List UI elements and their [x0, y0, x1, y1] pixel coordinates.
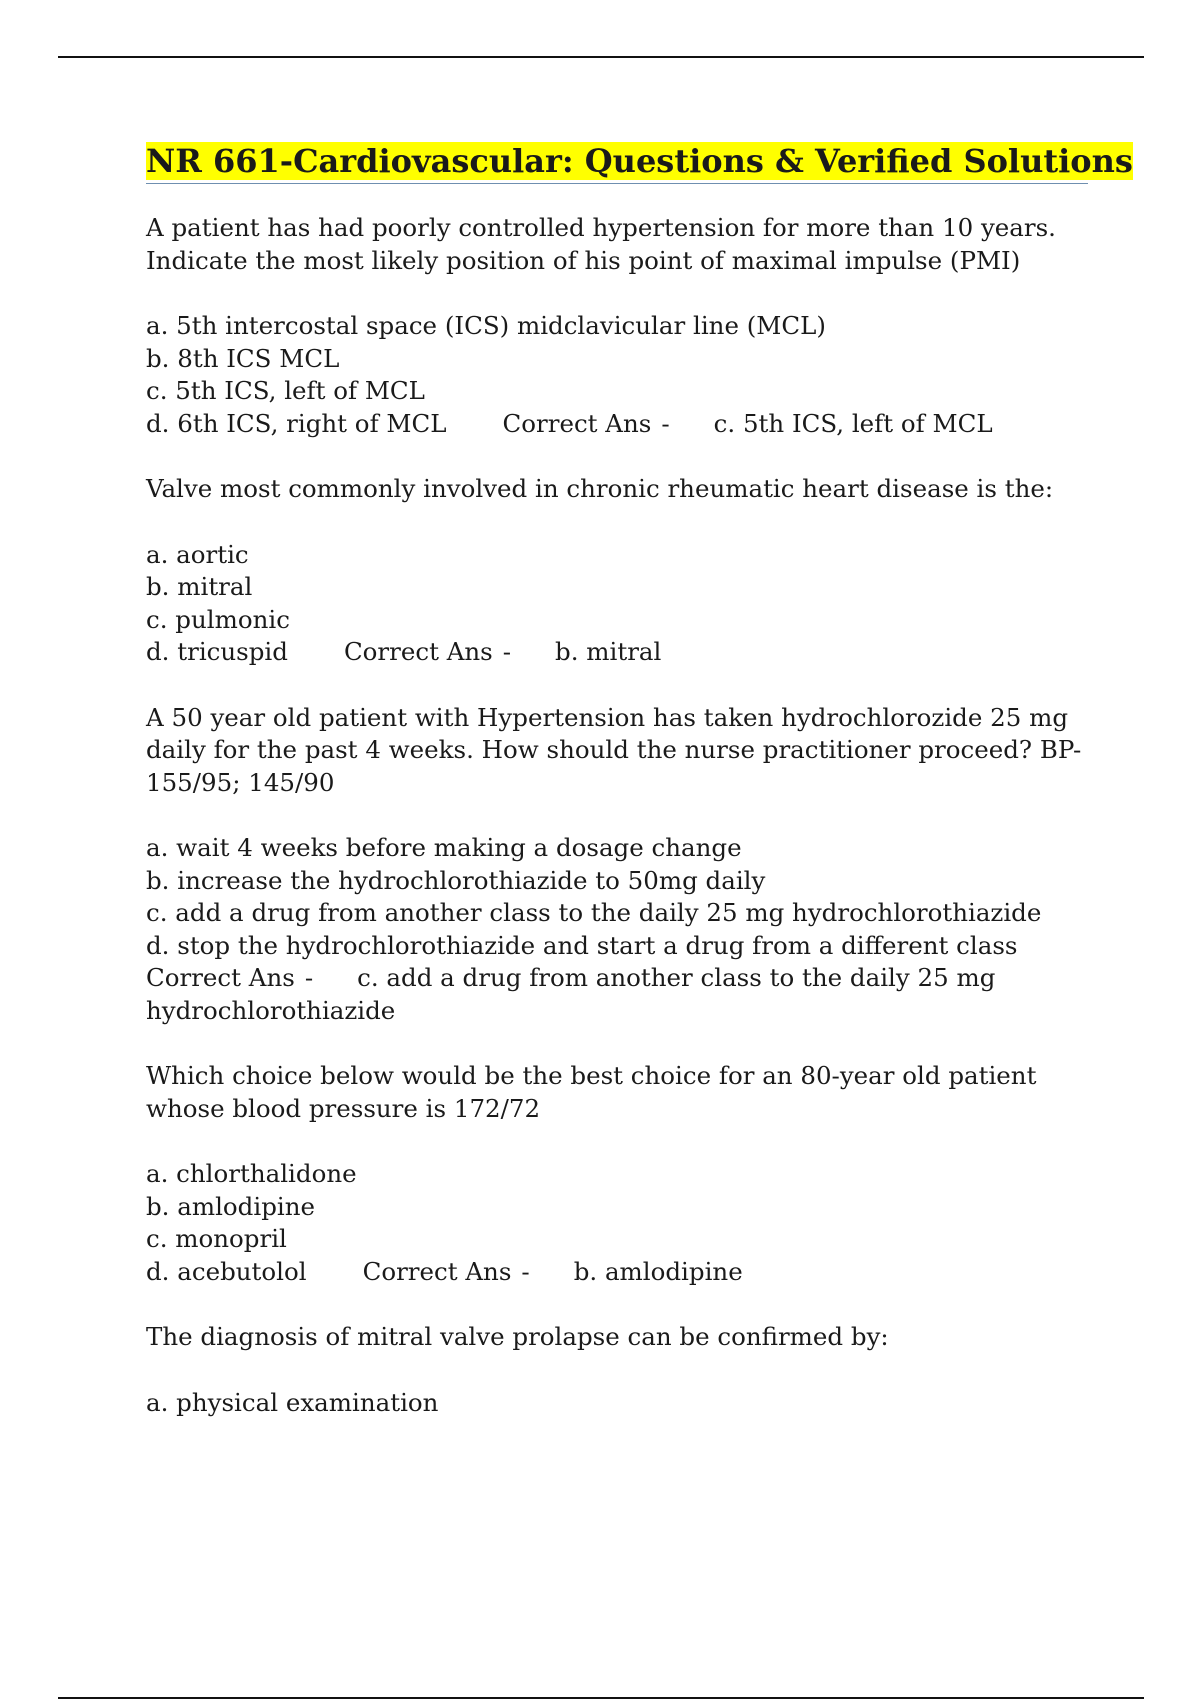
question-text: Valve most commonly involved in chronic rheumatic heart disease is the: — [146, 474, 1054, 503]
answer-option: c. monopril — [146, 1224, 287, 1253]
answer-option: c. add a drug from another class to the daily 25 mg hydrochlorothiazide — [146, 898, 1042, 927]
answer-option: d. tricuspid — [146, 637, 288, 666]
correct-answer: c. 5th ICS, left of MCL — [713, 408, 993, 438]
top-rule — [58, 56, 1144, 58]
correct-answer-label: Correct Ans — [362, 1256, 512, 1286]
question-text: A 50 year old patient with Hypertension has taken hydrochlorozide 25 mg daily for the past 4 weeks. How should the nurse practitioner proceed? BP- 155/95; 145/90 — [146, 702, 1082, 797]
correct-answer-dash: - — [304, 963, 314, 992]
correct-answer: b. mitral — [555, 637, 662, 666]
answer-option: b. 8th ICS MCL — [146, 343, 340, 373]
question-block — [146, 1060, 1088, 1288]
answer-option: c. 5th ICS, left of MCL — [146, 376, 425, 405]
answer-option-with-correct-answer — [146, 408, 1088, 441]
correct-answer-dash: - — [502, 637, 512, 666]
answer-option: c. pulmonic — [146, 604, 290, 634]
question-block — [146, 702, 1088, 1028]
question-text: The diagnosis of mitral valve prolapse can be confirmed by: — [146, 1322, 889, 1351]
answer-option: d. 6th ICS, right of MCL — [146, 408, 447, 438]
document-body — [146, 142, 1133, 1452]
answer-option: a. aortic — [146, 539, 249, 569]
answer-option: a. wait 4 weeks before making a dosage change — [146, 833, 742, 862]
answer-option: a. physical examination — [146, 1387, 439, 1417]
correct-answer-line — [146, 962, 1088, 1027]
correct-answer-dash: - — [521, 1256, 530, 1286]
answer-option: a. chlorthalidone — [146, 1159, 357, 1188]
answer-option: d. acebutolol — [146, 1256, 307, 1286]
correct-answer-dash: - — [661, 408, 670, 438]
correct-answer-label: Correct Ans — [502, 408, 652, 438]
bottom-rule — [58, 1697, 1144, 1699]
question-block — [146, 1321, 1088, 1419]
answer-option-with-correct-answer — [146, 636, 1088, 669]
answer-option: b. amlodipine — [146, 1191, 315, 1221]
answer-option: b. increase the hydrochlorothiazide to 50mg daily — [146, 865, 766, 895]
answer-option: d. stop the hydrochlorothiazide and start a drug from a different class — [146, 930, 1018, 960]
title-underline — [146, 142, 1133, 184]
question-text: Which choice below would be the best choice for an 80-year old patient whose blood pressure is 172/72 — [146, 1061, 1037, 1123]
correct-answer: b. amlodipine — [573, 1256, 743, 1286]
correct-answer-label: Correct Ans — [146, 963, 295, 992]
answer-option: b. mitral — [146, 572, 253, 601]
question-block — [146, 473, 1088, 669]
document-title: NR 661-Cardiovascular: Questions & Verified Solutions — [146, 142, 1133, 180]
correct-answer: c. add a drug from another class to the daily 25 mg hydrochlorothiazide — [146, 963, 996, 1025]
question-block — [146, 212, 1088, 440]
correct-answer-label: Correct Ans — [343, 637, 493, 666]
answer-option: a. 5th intercostal space (ICS) midclavicular line (MCL) — [146, 311, 826, 340]
answer-option-with-correct-answer — [146, 1256, 1088, 1289]
question-text: A patient has had poorly controlled hypertension for more than 10 years. Indicate the most likely position of his point of maximal impulse (PMI) — [146, 213, 1056, 275]
